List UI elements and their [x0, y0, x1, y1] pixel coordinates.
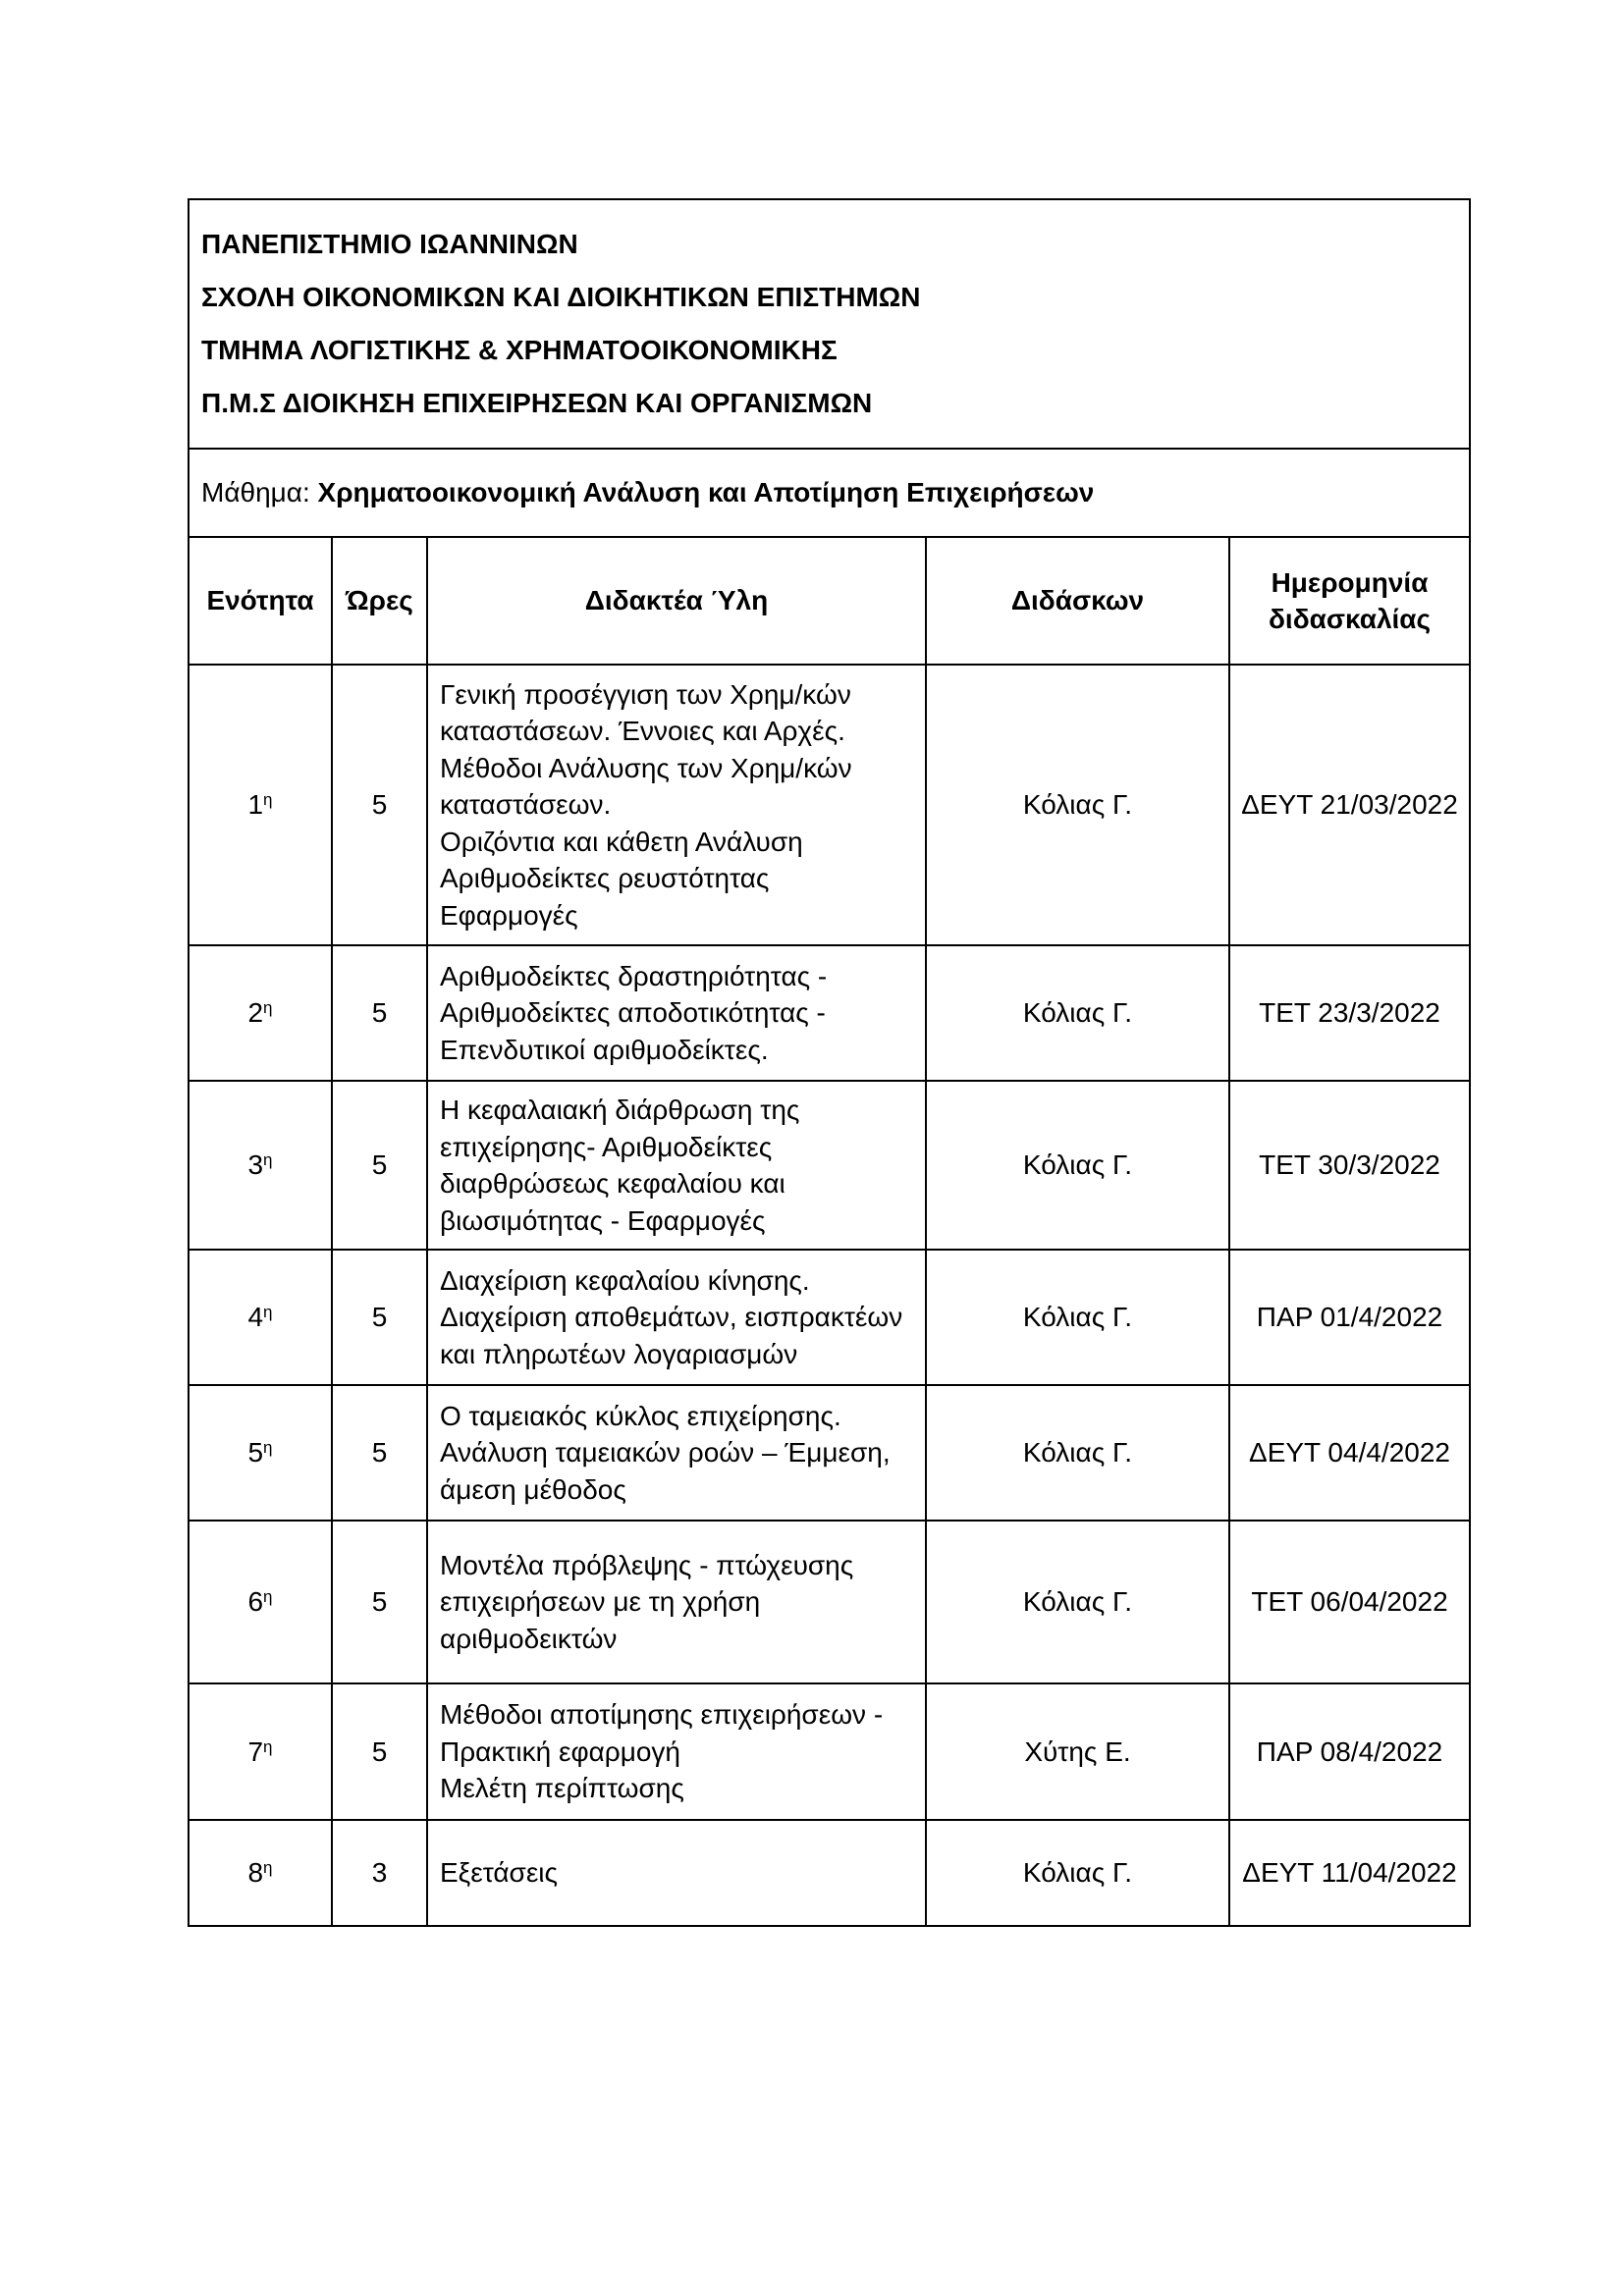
topic-line: Επενδυτικοί αριθμοδείκτες. [440, 1034, 769, 1065]
unit-number: 4 [247, 1302, 264, 1333]
course-title: Χρηματοοικονομική Ανάλυση και Αποτίμηση Επιχειρήσεων [317, 477, 1095, 508]
topic-line: Αριθμοδείκτες ρευστότητας [440, 863, 770, 894]
topic-line: Διαχείριση κεφαλαίου κίνησης. [440, 1264, 810, 1296]
column-header-date-line2: διδασκαλίας [1268, 604, 1432, 634]
topic-cell [427, 1385, 926, 1521]
table-row [189, 1521, 1470, 1683]
table-row [189, 1081, 1470, 1250]
program-name: Π.Μ.Σ ΔΙΟΙΚΗΣΗ ΕΠΙΧΕΙΡΗΣΕΩΝ ΚΑΙ ΟΡΓΑΝΙΣΜΩΝ [201, 388, 873, 418]
unit-suffix: η [263, 790, 273, 810]
unit-suffix: η [263, 1736, 273, 1756]
date-cell: ΤΕΤ 30/3/2022 [1229, 1081, 1470, 1250]
unit-cell [189, 1081, 332, 1250]
university-name: ΠΑΝΕΠΙΣΤΗΜΙΟ ΙΩΑΝΝΙΝΩΝ [201, 229, 578, 259]
unit-number: 1 [247, 789, 264, 821]
unit-cell [189, 1250, 332, 1385]
topic-line: Πρακτική εφαρμογή [440, 1735, 680, 1767]
column-header-row [189, 537, 1470, 665]
topic-line: διαρθρώσεως κεφαλαίου και [440, 1168, 785, 1199]
instructor-cell: Κόλιας Γ. [926, 1250, 1229, 1385]
unit-suffix: η [263, 1150, 273, 1170]
hours-cell: 5 [332, 665, 427, 945]
topic-line: επιχείρησης- Αριθμοδείκτες [440, 1131, 773, 1162]
topic-line: Μέθοδοι αποτίμησης επιχειρήσεων - [440, 1699, 884, 1731]
course-row [189, 449, 1470, 537]
hours-cell: 5 [332, 1521, 427, 1683]
hours-cell: 3 [332, 1820, 427, 1926]
hours-cell: 5 [332, 1683, 427, 1820]
unit-cell [189, 665, 332, 945]
topic-line: βιωσιμότητας - Εφαρμογές [440, 1204, 766, 1236]
topic-line: Εφαρμογές [440, 899, 578, 931]
date-cell: ΔΕΥΤ 04/4/2022 [1229, 1385, 1470, 1521]
unit-number: 3 [247, 1149, 264, 1181]
course-cell [189, 449, 1470, 537]
date-cell: ΤΕΤ 23/3/2022 [1229, 945, 1470, 1081]
unit-cell [189, 1683, 332, 1820]
date-cell: ΔΕΥΤ 11/04/2022 [1229, 1820, 1470, 1926]
unit-number: 2 [247, 997, 264, 1029]
hours-cell: 5 [332, 945, 427, 1081]
school-name: ΣΧΟΛΗ ΟΙΚΟΝΟΜΙΚΩΝ ΚΑΙ ΔΙΟΙΚΗΤΙΚΩΝ ΕΠΙΣΤΗΜΩΝ [201, 282, 921, 312]
date-cell: ΠΑΡ 01/4/2022 [1229, 1250, 1470, 1385]
topic-line: Διαχείριση αποθεμάτων, εισπρακτέων [440, 1302, 903, 1333]
unit-suffix: η [263, 1438, 273, 1458]
topic-cell [427, 1820, 926, 1926]
date-cell: ΠΑΡ 08/4/2022 [1229, 1683, 1470, 1820]
topic-line: Ο ταμειακός κύκλος επιχείρησης. [440, 1400, 841, 1431]
topic-line: Ανάλυση ταμειακών ροών – Έμμεση, [440, 1437, 891, 1468]
topic-cell [427, 665, 926, 945]
table-row [189, 1250, 1470, 1385]
unit-cell [189, 1820, 332, 1926]
topic-line: άμεση μέθοδος [440, 1473, 626, 1505]
topic-line: Γενική προσέγγιση των Χρημ/κών [440, 678, 851, 710]
column-header-unit: Ενότητα [189, 537, 332, 665]
topic-line: Αριθμοδείκτες δραστηριότητας - [440, 960, 828, 991]
header-row [189, 199, 1470, 449]
topic-cell [427, 1250, 926, 1385]
unit-suffix: η [263, 1303, 273, 1322]
table-row [189, 945, 1470, 1081]
course-label: Μάθημα: [201, 477, 310, 508]
unit-cell [189, 945, 332, 1081]
instructor-cell: Κόλιας Γ. [926, 1820, 1229, 1926]
column-header-date [1229, 537, 1470, 665]
course-schedule-table [188, 198, 1471, 1927]
column-header-hours: Ώρες [332, 537, 427, 665]
hours-cell: 5 [332, 1385, 427, 1521]
topic-line: Εξετάσεις [440, 1857, 559, 1889]
unit-number: 5 [247, 1437, 264, 1468]
instructor-cell: Χύτης Ε. [926, 1683, 1229, 1820]
topic-line: και πληρωτέων λογαριασμών [440, 1338, 798, 1369]
topic-line: Οριζόντια και κάθετη Ανάλυση [440, 826, 803, 857]
institution-header [189, 199, 1470, 449]
instructor-cell: Κόλιας Γ. [926, 1081, 1229, 1250]
instructor-cell: Κόλιας Γ. [926, 1385, 1229, 1521]
date-cell: ΔΕΥΤ 21/03/2022 [1229, 665, 1470, 945]
unit-suffix: η [263, 1858, 273, 1878]
topic-cell [427, 1521, 926, 1683]
instructor-cell: Κόλιας Γ. [926, 665, 1229, 945]
table-row [189, 1820, 1470, 1926]
topic-cell [427, 1683, 926, 1820]
topic-cell [427, 945, 926, 1081]
column-header-instructor: Διδάσκων [926, 537, 1229, 665]
topic-line: καταστάσεων. [440, 789, 612, 821]
table-row [189, 1683, 1470, 1820]
date-cell: ΤΕΤ 06/04/2022 [1229, 1521, 1470, 1683]
instructor-cell: Κόλιας Γ. [926, 945, 1229, 1081]
column-header-date-line1: Ημερομηνία [1271, 566, 1429, 598]
topic-line: Μοντέλα πρόβλεψης - πτώχευσης [440, 1549, 854, 1580]
instructor-cell: Κόλιας Γ. [926, 1521, 1229, 1683]
topic-line: Η κεφαλαιακή διάρθρωση της [440, 1095, 800, 1125]
department-name: ΤΜΗΜΑ ΛΟΓΙΣΤΙΚΗΣ & ΧΡΗΜΑΤΟΟΙΚΟΝΟΜΙΚΗΣ [201, 335, 838, 365]
unit-cell [189, 1521, 332, 1683]
table-row [189, 665, 1470, 945]
topic-line: Μέθοδοι Ανάλυσης των Χρημ/κών [440, 752, 852, 783]
hours-cell: 5 [332, 1250, 427, 1385]
topic-line: Αριθμοδείκτες αποδοτικότητας - [440, 997, 826, 1029]
topic-line: επιχειρήσεων με τη χρήση [440, 1586, 761, 1618]
topic-cell [427, 1081, 926, 1250]
unit-number: 8 [247, 1857, 264, 1889]
unit-cell [189, 1385, 332, 1521]
topic-line: Μελέτη περίπτωσης [440, 1773, 684, 1804]
unit-suffix: η [263, 998, 273, 1018]
unit-number: 7 [247, 1735, 264, 1767]
topic-line: αριθμοδεικτών [440, 1623, 618, 1654]
topic-line: καταστάσεων. Έννοιες και Αρχές. [440, 716, 845, 747]
table-row [189, 1385, 1470, 1521]
unit-suffix: η [263, 1587, 273, 1607]
column-header-material: Διδακτέα Ύλη [427, 537, 926, 665]
unit-number: 6 [247, 1586, 264, 1618]
hours-cell: 5 [332, 1081, 427, 1250]
